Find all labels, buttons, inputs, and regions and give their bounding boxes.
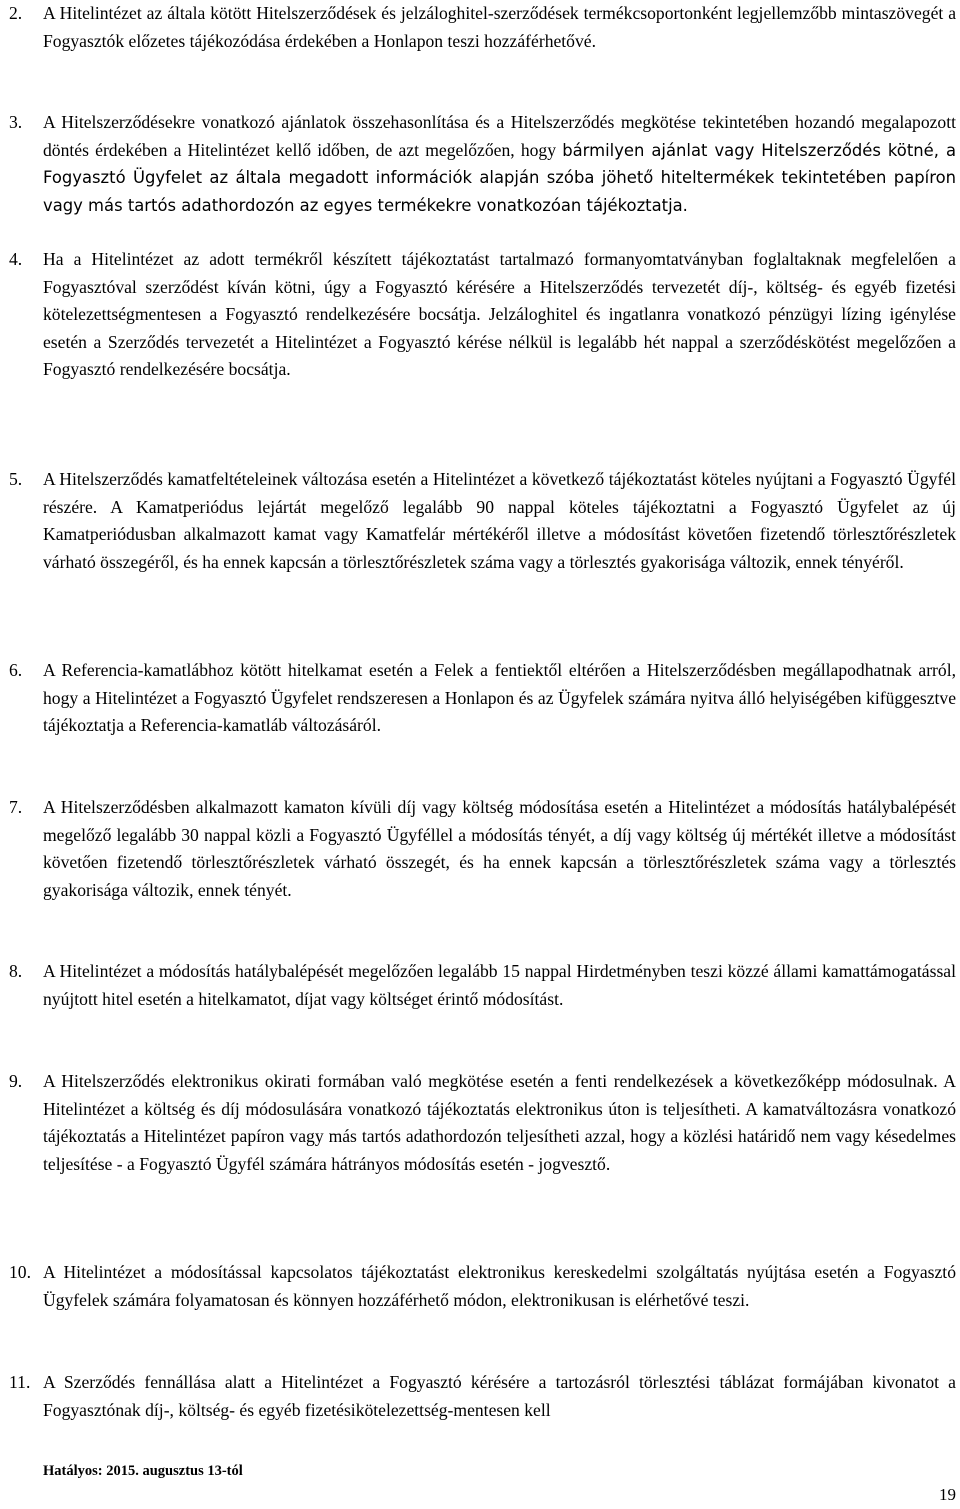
item-text: A Hitelszerződésben alkalmazott kamaton kívüli díj vagy költség módosítása esetén a Hitelintézet a módosítás hatálybalépését megelőző legalább 30 nappal közli a Fogyasztó Ügyféllel a módosítás tényét, a díj vagy költség új mértékét illetve a módosítást követően fizetendő törlesztőrészletek várható összegét, és ha ennek kapcsán a törlesztőrészletek száma vagy a törlesztés gyakorisága változik, ennek tényét.: [43, 797, 956, 900]
item-number: 3.: [9, 112, 23, 132]
item-number: 7.: [9, 797, 23, 817]
item-text: A Hitelszerződés elektronikus okirati formában való megkötése esetén a fenti rendelkezések a következőképp módosulnak. A Hitelintézet a költség és díj módosulására vonatkozó tájékoztatás elektronikus úton is teljesítheti. A kamatváltozásra vonatkozó tájékoztatás a Hitelintézet papíron vagy más tartós adathordozón teljesítheti azzal, hogy a közlési határidő nem vagy késedelmes teljesítése - a Fogyasztó Ügyfél számára hátrányos módosítás esetén - jogvesztő.: [43, 1071, 956, 1174]
item-number: 8.: [9, 961, 23, 981]
item-text: A Referencia-kamatlábhoz kötött hitelkamat esetén a Felek a fentiektől eltérően a Hitelszerződésben megállapodhatnak arról, hogy a Hitelintézet a Fogyasztó Ügyfelet rendszeresen a Honlapon és az Ügyfelek számára nyitva álló helyiségében kifüggesztve tájékoztatja a Referencia-kamatláb változásáról.: [43, 660, 956, 736]
item-number: 4.: [9, 249, 23, 269]
page-number: 19: [939, 1485, 956, 1504]
item-text: [43, 109, 956, 219]
item-text: A Hitelintézet a módosítással kapcsolatos tájékoztatást elektronikus kereskedelmi szolgáltatás nyújtása esetén a Fogyasztó Ügyfelek számára folyamatosan és könnyen hozzáférhető módon, elektronikusan is elérhetővé teszi.: [43, 1262, 956, 1310]
item-text: A Szerződés fennállása alatt a Hitelintézet a Fogyasztó kérésére a tartozásról törlesztési táblázat formájában kivonatot a Fogyasztónak díj-, költség- és egyéb fizetésikötelezettség-mentesen kell: [43, 1372, 956, 1420]
item-number: 5.: [9, 469, 23, 489]
item-text: A Hitelszerződés kamatfeltételeinek változása esetén a Hitelintézet a következő tájékoztatást köteles nyújtani a Fogyasztó Ügyfél részére. A Kamatperiódus lejártát megelőző legalább 90 nappal köteles tájékoztatni a Fogyasztó Ügyfelet az új Kamatperiódusban alkalmazott kamat vagy Kamatfelár mértékéről illetve a módosítást követően fizetendő törlesztőrészletek várható összegéről, és ha ennek kapcsán a törlesztőrészletek száma vagy a törlesztés gyakorisága változik, ennek tényéről.: [43, 469, 956, 572]
item-text: A Hitelintézet a módosítás hatálybalépését megelőzően legalább 15 nappal Hirdetményben teszi közzé állami kamattámogatással nyújtott hitel esetén a hitelkamatot, díjat vagy költséget érintő módosítást.: [43, 961, 956, 1009]
item-text: A Hitelintézet az általa kötött Hitelszerződések és jelzáloghitel-szerződések termékcsoportonként legjellemzőbb mintaszövegét a Fogyasztók előzetes tájékozódása érdekében a Honlapon teszi hozzáférhetővé.: [43, 3, 956, 51]
item-number: 11.: [9, 1372, 31, 1392]
item-number: 2.: [9, 3, 23, 23]
item-number: 9.: [9, 1071, 23, 1091]
item-text: Ha a Hitelintézet az adott termékről készített tájékoztatást tartalmazó formanyomtatványban foglaltaknak megfelelően a Fogyasztóval szerződést kíván kötni, úgy a Fogyasztó kérésére a Hitelszerződés tervezetét díj-, költség- és egyéb fizetési kötelezettségmentesen a Fogyasztó rendelkezésére bocsátja. Jelzáloghitel és ingatlanra vonatkozó pénzügyi lízing igénylése esetén a Szerződés tervezetét a Hitelintézet a Fogyasztó kérése nélkül is legalább hét nappal a szerződéskötést megelőzően a Fogyasztó rendelkezésére bocsátja.: [43, 249, 956, 380]
item-text-part-1: A Hitelszerződésekre vonatkozó ajánlatok összehasonlítása és a Hitelszerződés megkötése tekintetében hozandó megalapozott döntés érdekében a Hitelintézet kellő időben, de azt megelőzően, hogy: [43, 112, 956, 160]
effective-date: Hatályos: 2015. augusztus 13-tól: [43, 1463, 243, 1479]
item-number: 10.: [9, 1262, 31, 1282]
item-number: 6.: [9, 660, 23, 680]
item-text-part-2: bármilyen ajánlat vagy Hitelszerződés kötné, a Fogyasztó Ügyfelet az általa megadott információk alapján szóba jöhető hiteltermékek tekintetében papíron vagy más tartós adathordozón az egyes termékekre vonatkozóan tájékoztatja.: [43, 140, 956, 215]
